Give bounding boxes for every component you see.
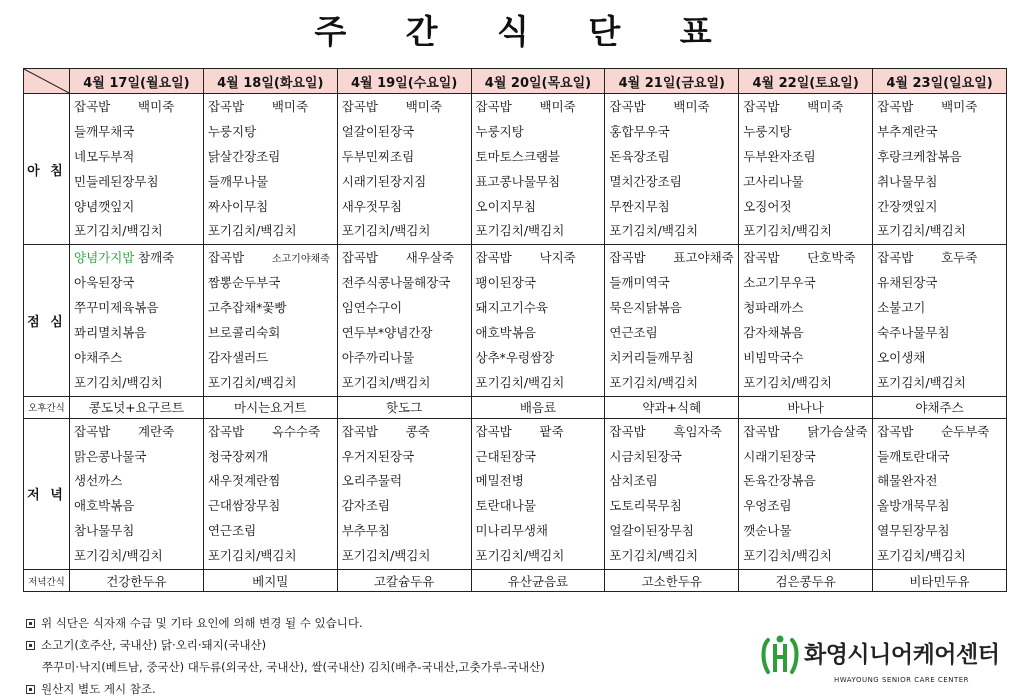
menu-item: 포기김치/백김치 <box>877 223 966 239</box>
menu-item <box>743 95 872 120</box>
menu-item: 포기김치/백김치 <box>475 374 565 390</box>
menu-cell-dinner <box>873 418 1007 569</box>
snack-cell: 마시는요거트 <box>203 396 337 418</box>
menu-item <box>74 246 203 271</box>
menu-item: 오리주물럭 <box>341 473 403 489</box>
menu-item: 포기김치/백김치 <box>74 223 163 239</box>
menu-item: 팽이된장국 <box>475 275 536 291</box>
menu-item: 포기김치/백김치 <box>609 223 699 239</box>
menu-item: 깻순나물 <box>743 523 792 539</box>
rice-item: 잡곡밥 <box>475 423 512 439</box>
menu-item <box>877 420 1006 445</box>
menu-item: 돈육간장볶음 <box>743 473 816 489</box>
rice-item: 양념가지밥 <box>74 250 135 266</box>
menu-item <box>743 420 872 445</box>
menu-item: 올방개묵무침 <box>877 498 950 514</box>
menu-item: 누룽지탕 <box>475 123 524 139</box>
menu-item: 오징어젓 <box>743 198 792 214</box>
menu-item: 오이생채 <box>877 349 926 365</box>
menu-item: 아주까리나물 <box>341 349 415 365</box>
menu-item: 토마토스크램블 <box>475 148 561 164</box>
porridge-item: 닭가슴살죽 <box>807 423 868 439</box>
menu-cell-dinner <box>70 418 204 569</box>
menu-item: 포기김치/백김치 <box>877 548 966 564</box>
meal-label-dinner: 저 녁 <box>24 418 70 569</box>
menu-item: 상추*우렁쌈장 <box>475 349 555 365</box>
menu-item: 참나물무침 <box>74 523 135 539</box>
porridge-item: 백미죽 <box>405 99 442 114</box>
menu-item: 오이지무침 <box>475 198 536 214</box>
day-header: 4월 17일(월요일) <box>70 69 204 94</box>
menu-item: 임연수구이 <box>341 300 403 316</box>
porridge-item: 백미죽 <box>539 99 576 114</box>
rice-item: 잡곡밥 <box>341 423 378 439</box>
menu-item: 민들레된장무침 <box>74 173 159 189</box>
meal-label-breakfast: 아 침 <box>24 94 70 245</box>
menu-item: 포기김치/백김치 <box>207 223 297 239</box>
porridge-item: 단호박죽 <box>807 250 856 266</box>
center-logo <box>760 632 1010 692</box>
menu-item: 포기김치/백김치 <box>207 548 297 564</box>
menu-item: 시래기된장지짐 <box>341 173 427 189</box>
menu-item: 감자조림 <box>341 498 390 514</box>
menu-item: 얼갈이된장무침 <box>609 523 694 539</box>
rice-item: 잡곡밥 <box>74 99 111 114</box>
menu-item: 고추잡채*꽃빵 <box>207 300 287 316</box>
menu-item: 얼갈이된장국 <box>341 123 415 139</box>
logo-mark-icon <box>760 632 800 682</box>
menu-item <box>208 246 337 271</box>
menu-item <box>476 420 605 445</box>
day-header: 4월 23일(일요일) <box>873 69 1007 94</box>
menu-item: 해물완자전 <box>877 473 938 489</box>
menu-item: 네모두부적 <box>74 148 135 164</box>
menu-item: 홍합무우국 <box>609 123 670 139</box>
menu-item: 비빔막국수 <box>743 349 804 365</box>
bullet-square-icon <box>26 685 35 694</box>
header-row <box>24 69 1007 94</box>
rice-item: 잡곡밥 <box>877 250 914 266</box>
porridge-item: 낙지죽 <box>539 250 576 266</box>
porridge-item: 팥죽 <box>539 423 564 439</box>
menu-item <box>74 420 203 445</box>
rice-item: 잡곡밥 <box>74 423 111 439</box>
menu-cell-breakfast <box>739 94 873 245</box>
menu-item: 쭈꾸미제육볶음 <box>74 300 159 316</box>
menu-item: 토란대나물 <box>475 498 536 514</box>
menu-item: 근대된장국 <box>475 448 536 464</box>
menu-item: 맑은콩나물국 <box>74 448 147 464</box>
menu-item: 도토리묵무침 <box>609 498 682 514</box>
weekly-menu-table <box>23 68 1007 592</box>
menu-item: 포기김치/백김치 <box>743 374 832 390</box>
menu-item <box>877 95 1006 120</box>
breakfast-row <box>24 94 1007 245</box>
meal-label-lunch: 점 심 <box>24 245 70 396</box>
snack-cell: 바나나 <box>739 396 873 418</box>
menu-item: 두부민찌조림 <box>341 148 415 164</box>
menu-item: 포기김치/백김치 <box>609 548 699 564</box>
rice-item: 잡곡밥 <box>743 423 780 439</box>
porridge-item: 백미죽 <box>673 99 710 114</box>
rice-item: 잡곡밥 <box>207 423 245 439</box>
snack-cell: 야채주스 <box>873 396 1007 418</box>
menu-item: 포기김치/백김치 <box>74 374 163 390</box>
menu-item: 짜사이무침 <box>207 198 269 214</box>
menu-item: 부추무침 <box>341 523 390 539</box>
menu-cell-lunch <box>471 245 605 396</box>
snack-cell: 핫도그 <box>337 396 471 418</box>
day-header: 4월 20일(목요일) <box>471 69 605 94</box>
snack-cell: 콩도넛+요구르트 <box>70 396 204 418</box>
bullet-square-icon <box>26 641 35 650</box>
rice-item: 잡곡밥 <box>609 423 646 439</box>
snack-cell: 약과+식혜 <box>605 396 739 418</box>
menu-cell-dinner <box>471 418 605 569</box>
rice-item: 잡곡밥 <box>743 99 780 114</box>
menu-item: 애호박볶음 <box>475 325 536 341</box>
menu-cell-lunch <box>70 245 204 396</box>
menu-item <box>609 95 738 120</box>
dinner-row <box>24 418 1007 569</box>
porridge-item: 백미죽 <box>807 99 844 114</box>
porridge-item: 옥수수죽 <box>271 423 321 439</box>
menu-item: 아욱된장국 <box>74 275 135 291</box>
menu-item <box>609 420 738 445</box>
menu-item: 닭살간장조림 <box>207 148 281 164</box>
note-item: 원산지 별도 게시 참조. <box>26 678 545 700</box>
menu-item: 들깨토란대국 <box>877 448 950 464</box>
menu-item: 새우젓무침 <box>341 198 403 214</box>
logo-subtitle: HWAYOUNG SENIOR CARE CENTER <box>834 676 970 684</box>
menu-item: 메밀전병 <box>475 473 524 489</box>
menu-item: 양념깻잎지 <box>74 198 135 214</box>
menu-item: 포기김치/백김치 <box>743 223 832 239</box>
menu-item: 감자샐러드 <box>207 349 269 365</box>
menu-item <box>342 420 471 445</box>
menu-item: 포기김치/백김치 <box>877 374 966 390</box>
note-item: 위 식단은 식자재 수급 및 기타 요인에 의해 변경 될 수 있습니다. <box>26 612 545 634</box>
day-header: 4월 18일(화요일) <box>203 69 337 94</box>
menu-cell-lunch <box>873 245 1007 396</box>
menu-cell-lunch <box>337 245 471 396</box>
menu-item: 치커리들깨무침 <box>609 349 694 365</box>
corner-cell <box>24 69 70 94</box>
menu-item: 들깨무채국 <box>74 123 135 139</box>
snack-cell: 건강한두유 <box>70 570 204 592</box>
menu-item <box>877 246 1006 271</box>
menu-item: 소불고기 <box>877 300 926 316</box>
porridge-item: 소고기야채죽 <box>271 254 330 266</box>
menu-item: 멸치간장조림 <box>609 173 682 189</box>
menu-item: 포기김치/백김치 <box>609 374 699 390</box>
rice-item: 잡곡밥 <box>877 423 914 439</box>
menu-item: 돈육장조림 <box>609 148 670 164</box>
menu-item <box>74 95 203 120</box>
menu-item <box>208 95 337 120</box>
menu-item: 포기김치/백김치 <box>341 223 431 239</box>
page-title: 주 간 식 단 표 <box>314 12 736 51</box>
porridge-item: 콩죽 <box>405 423 430 439</box>
menu-item: 연두부*양념간장 <box>341 325 433 341</box>
snack-cell: 베지밀 <box>203 570 337 592</box>
menu-cell-breakfast <box>605 94 739 245</box>
rice-item: 잡곡밥 <box>743 250 780 266</box>
porridge-item: 호두죽 <box>941 250 978 266</box>
rice-item: 잡곡밥 <box>341 99 378 114</box>
menu-item <box>208 420 337 445</box>
menu-item: 포기김치/백김치 <box>475 223 565 239</box>
snack-cell: 고칼슘두유 <box>337 570 471 592</box>
menu-cell-lunch <box>605 245 739 396</box>
menu-item: 소고기무우국 <box>743 275 816 291</box>
menu-item: 시래기된장국 <box>743 448 816 464</box>
menu-cell-breakfast <box>70 94 204 245</box>
menu-item: 근대쌈장무침 <box>207 498 281 514</box>
rice-item: 잡곡밥 <box>341 250 378 266</box>
rice-item: 잡곡밥 <box>207 250 245 266</box>
notes <box>26 612 545 700</box>
menu-item: 누룽지탕 <box>207 123 257 139</box>
menu-cell-dinner <box>203 418 337 569</box>
snack-cell: 배음료 <box>471 396 605 418</box>
day-header: 4월 21일(금요일) <box>605 69 739 94</box>
menu-item: 생선까스 <box>74 473 123 489</box>
menu-item <box>342 246 471 271</box>
menu-item: 포기김치/백김치 <box>207 374 297 390</box>
menu-item: 포기김치/백김치 <box>74 548 163 564</box>
porridge-item: 흑임자죽 <box>673 423 722 439</box>
snack-cell: 유산균음료 <box>471 570 605 592</box>
menu-item: 연근조림 <box>609 325 658 341</box>
menu-item <box>476 95 605 120</box>
menu-item <box>609 246 738 271</box>
menu-item: 표고콩나물무침 <box>475 173 561 189</box>
menu-item: 포기김치/백김치 <box>743 548 832 564</box>
snack-cell: 고소한두유 <box>605 570 739 592</box>
menu-item: 꽈리멸치볶음 <box>74 325 147 341</box>
menu-item: 포기김치/백김치 <box>341 374 431 390</box>
menu-item <box>743 246 872 271</box>
day-header: 4월 22일(토요일) <box>739 69 873 94</box>
rice-item: 잡곡밥 <box>475 99 512 114</box>
lunch-row <box>24 245 1007 396</box>
menu-item: 포기김치/백김치 <box>475 548 565 564</box>
menu-item: 삼치조림 <box>609 473 658 489</box>
bullet-square-icon <box>26 619 35 628</box>
menu-item: 청국장찌개 <box>207 448 269 464</box>
menu-item: 브로콜리숙회 <box>207 325 281 341</box>
menu-item: 야채주스 <box>74 349 123 365</box>
menu-item: 두부완자조림 <box>743 148 816 164</box>
menu-item: 포기김치/백김치 <box>341 548 431 564</box>
menu-item: 열무된장무침 <box>877 523 950 539</box>
rice-item: 잡곡밥 <box>609 250 646 266</box>
menu-item: 돼지고기수육 <box>475 300 548 316</box>
menu-item: 누룽지탕 <box>743 123 792 139</box>
menu-cell-breakfast <box>471 94 605 245</box>
menu-item <box>476 246 605 271</box>
menu-item: 감자채볶음 <box>743 325 804 341</box>
menu-item: 후랑크케찹볶음 <box>877 148 962 164</box>
rice-item: 잡곡밥 <box>877 99 914 114</box>
logo-name: 화영시니어케어센터 <box>804 642 1000 668</box>
rice-item: 잡곡밥 <box>609 99 646 114</box>
porridge-item: 백미죽 <box>138 99 175 114</box>
menu-item: 청파래까스 <box>743 300 804 316</box>
porridge-item: 새우살죽 <box>405 250 454 266</box>
menu-cell-breakfast <box>337 94 471 245</box>
afternoon-snack-row <box>24 396 1007 418</box>
evening-snack-row <box>24 570 1007 592</box>
snack-cell: 검은콩두유 <box>739 570 873 592</box>
porridge-item: 참깨죽 <box>138 250 175 266</box>
menu-item: 우거지된장국 <box>341 448 415 464</box>
menu-item: 들깨무나물 <box>207 173 269 189</box>
porridge-item: 순두부죽 <box>941 423 990 439</box>
menu-item: 부추계란국 <box>877 123 938 139</box>
menu-item: 숙주나물무침 <box>877 325 950 341</box>
menu-cell-dinner <box>337 418 471 569</box>
menu-item <box>342 95 471 120</box>
menu-item: 들깨미역국 <box>609 275 670 291</box>
menu-item: 새우젓계란찜 <box>207 473 281 489</box>
porridge-item: 백미죽 <box>271 99 309 114</box>
menu-item: 고사리나물 <box>743 173 804 189</box>
note-item: 쭈꾸미·낙지(베트남, 중국산) 대두류(외국산, 국내산), 쌀(국내산) 김치(배추-국내산,고춧가루-국내산) <box>42 660 545 674</box>
menu-item: 우엉조림 <box>743 498 792 514</box>
menu-item: 묵은지닭볶음 <box>609 300 682 316</box>
menu-item: 전주식콩나물해장국 <box>341 275 451 291</box>
menu-cell-breakfast <box>873 94 1007 245</box>
menu-item: 간장깻잎지 <box>877 198 938 214</box>
menu-item: 시금치된장국 <box>609 448 682 464</box>
snack-cell: 비타민두유 <box>873 570 1007 592</box>
snack-label-evening: 저녁간식 <box>24 570 70 592</box>
menu-cell-lunch <box>739 245 873 396</box>
snack-label-afternoon: 오후간식 <box>24 396 70 418</box>
porridge-item: 표고야채죽 <box>673 250 734 266</box>
menu-item: 연근조림 <box>207 523 257 539</box>
porridge-item: 계란죽 <box>138 423 175 439</box>
menu-item: 무짠지무침 <box>609 198 670 214</box>
menu-item: 유채된장국 <box>877 275 938 291</box>
menu-item: 미나리무생채 <box>475 523 548 539</box>
rice-item: 잡곡밥 <box>475 250 512 266</box>
day-header: 4월 19일(수요일) <box>337 69 471 94</box>
rice-item: 잡곡밥 <box>207 99 245 114</box>
menu-item: 취나물무침 <box>877 173 938 189</box>
menu-cell-breakfast <box>203 94 337 245</box>
menu-item: 애호박볶음 <box>74 498 135 514</box>
menu-cell-dinner <box>605 418 739 569</box>
note-item: 소고기(호주산, 국내산) 닭·오리·돼지(국내산) <box>26 634 545 656</box>
menu-item: 짬뽕순두부국 <box>207 275 281 291</box>
porridge-item: 백미죽 <box>941 99 978 114</box>
menu-cell-lunch <box>203 245 337 396</box>
menu-cell-dinner <box>739 418 873 569</box>
